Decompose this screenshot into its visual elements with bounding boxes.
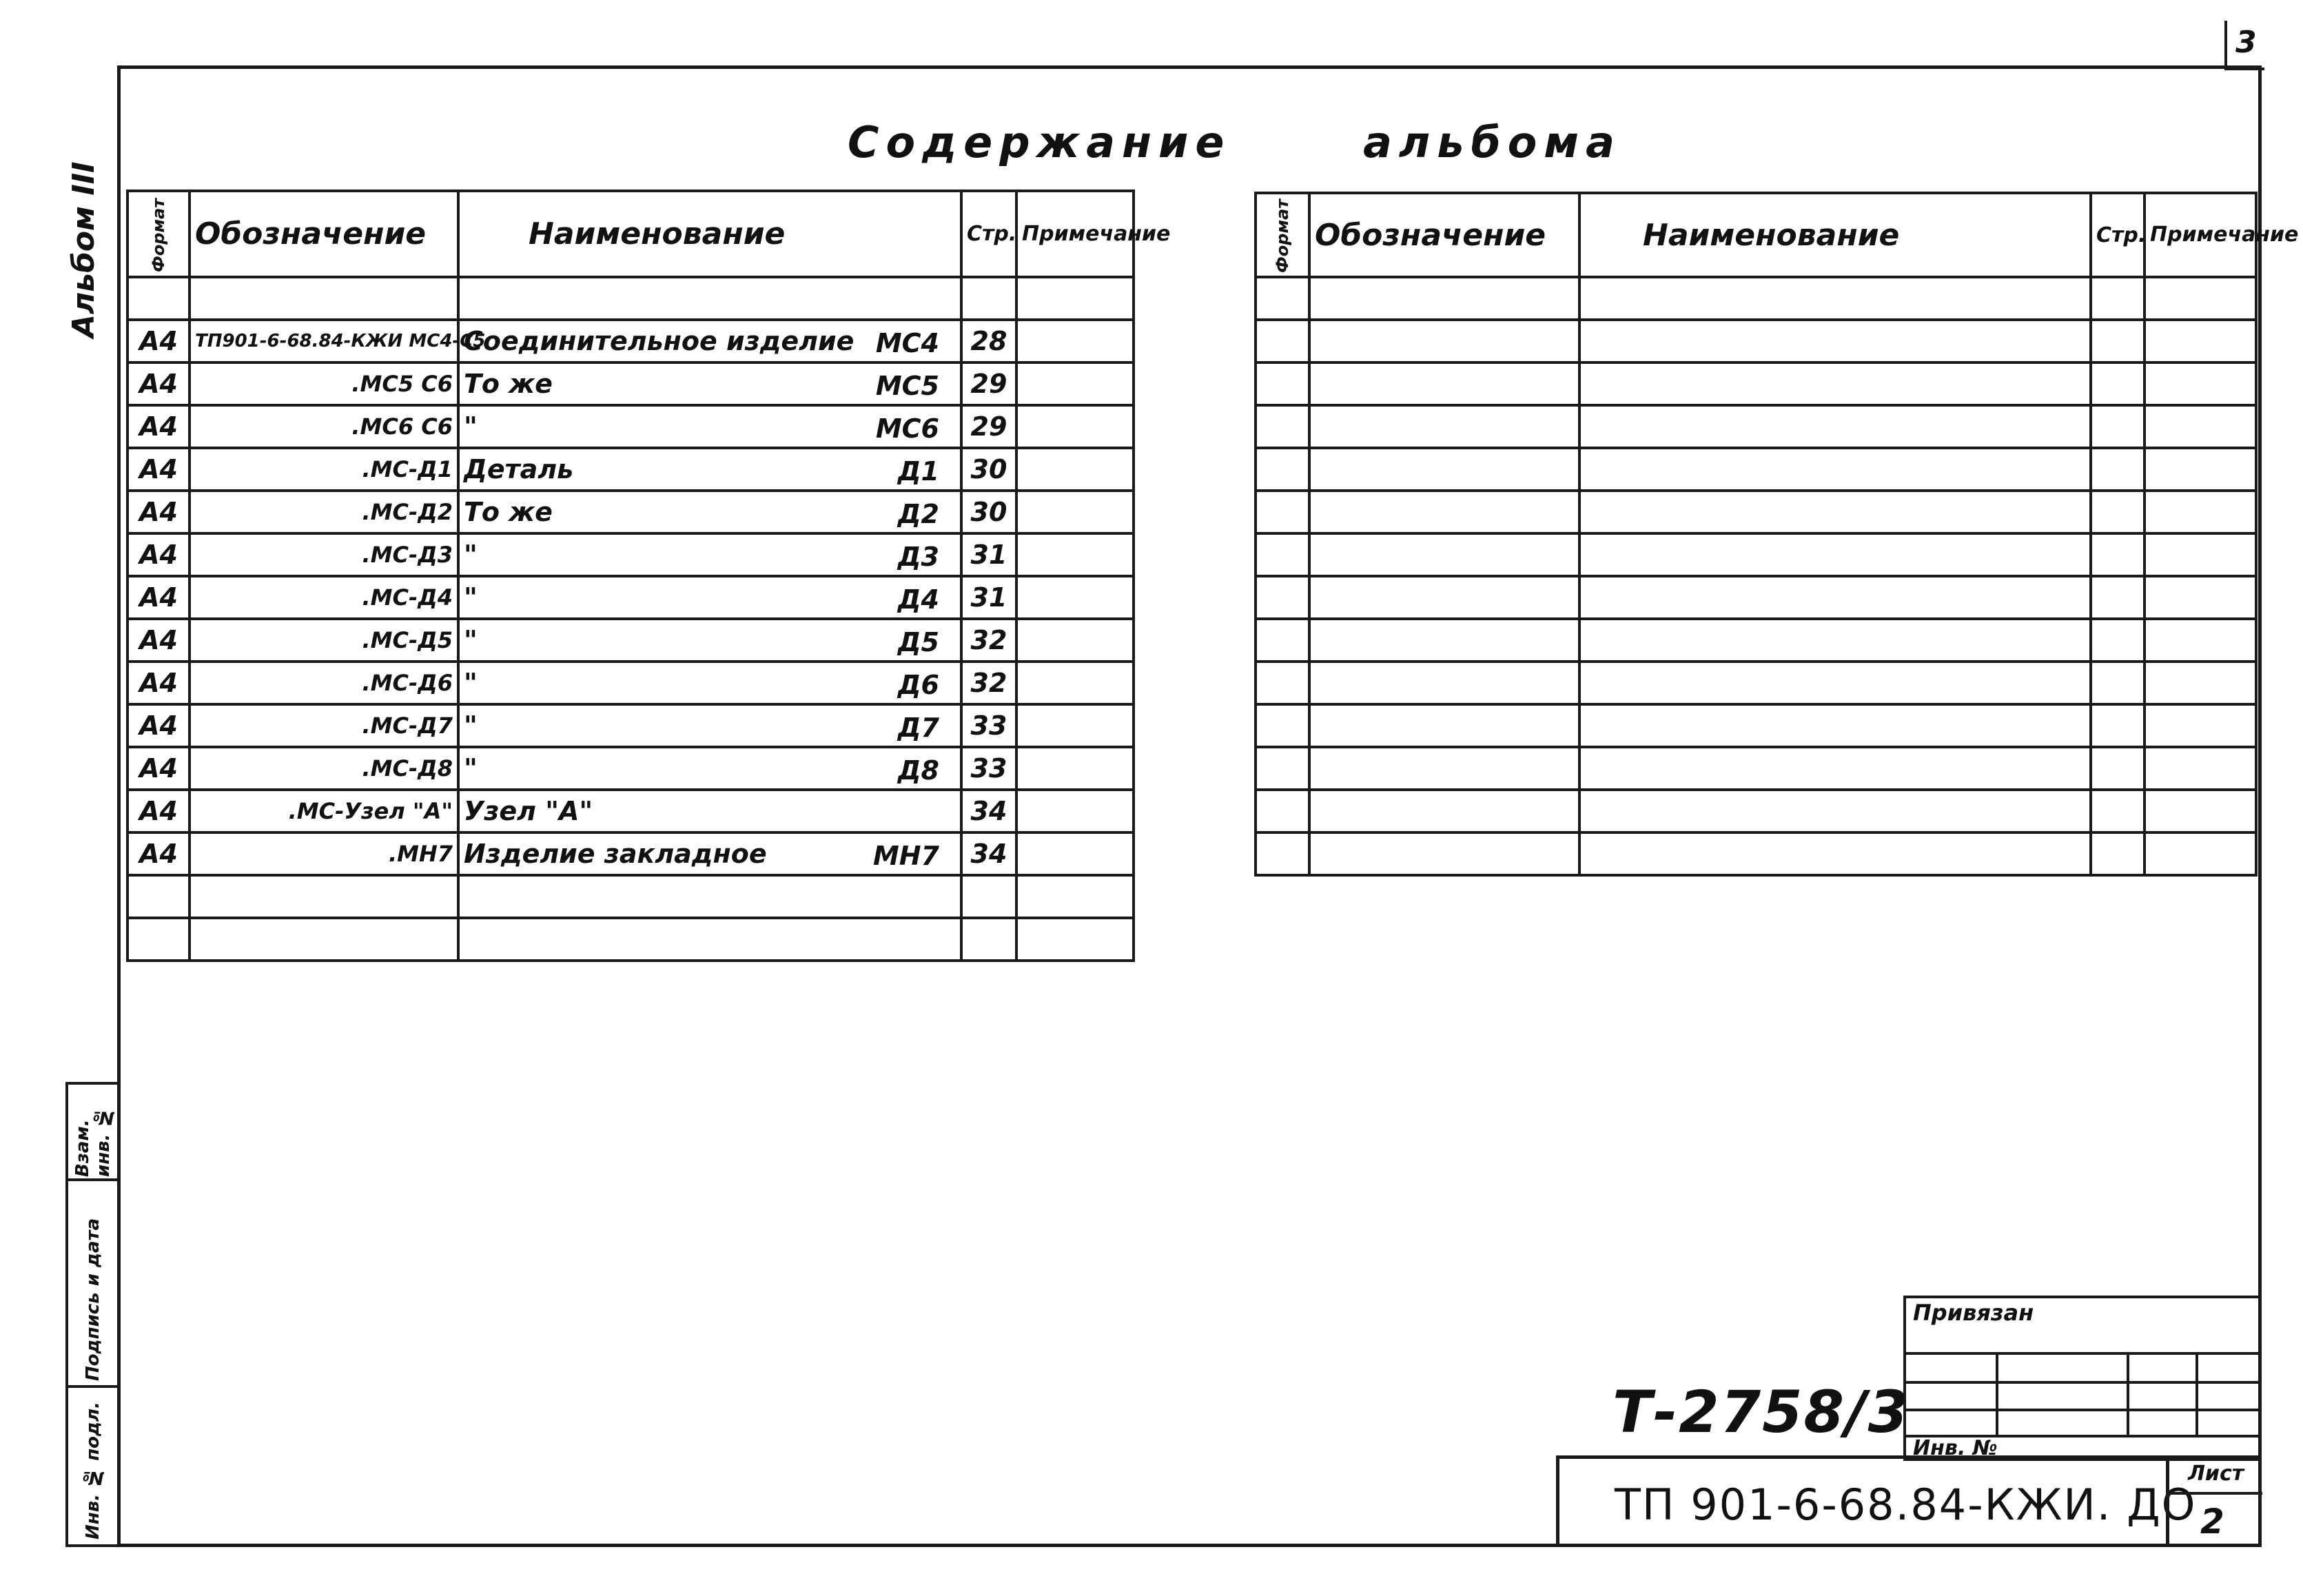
col-name-right: Наименование xyxy=(1579,193,2091,277)
page-cell: 30 xyxy=(961,491,1016,533)
table-row xyxy=(127,491,1134,533)
name-text: То же xyxy=(464,369,553,399)
name-text: То же xyxy=(464,497,553,527)
note-cell xyxy=(1016,576,1134,619)
note-cell xyxy=(1016,704,1134,747)
format-cell: А4 xyxy=(127,790,190,832)
table-row xyxy=(1256,533,2256,576)
col-designation-right: Обозначение xyxy=(1309,193,1579,277)
mark-text: Д4 xyxy=(897,584,939,615)
table-row xyxy=(1256,362,2256,405)
note-cell xyxy=(1016,320,1134,362)
mark-text: МН7 xyxy=(872,841,939,871)
mark-text: МС4 xyxy=(875,328,939,358)
mark-text: Д3 xyxy=(897,542,939,572)
name-cell xyxy=(458,533,961,576)
table-row xyxy=(1256,277,2256,320)
table-row xyxy=(127,362,1134,405)
designation-cell: .МС6 С6 xyxy=(190,405,458,448)
binding-label: Привязан xyxy=(1913,1300,2034,1326)
page-cell: 30 xyxy=(961,448,1016,491)
format-cell: А4 xyxy=(127,448,190,491)
name-cell xyxy=(458,576,961,619)
note-cell xyxy=(1016,533,1134,576)
note-cell xyxy=(1016,491,1134,533)
note-cell xyxy=(1016,362,1134,405)
format-cell: А4 xyxy=(127,491,190,533)
designation-cell: .МС-Д4 xyxy=(190,576,458,619)
name-text: " xyxy=(464,625,478,655)
name-cell xyxy=(458,362,961,405)
page-cell: 34 xyxy=(961,832,1016,875)
name-text: Деталь xyxy=(464,454,574,484)
name-text: Изделие закладное xyxy=(464,839,767,869)
name-cell xyxy=(458,491,961,533)
table-row xyxy=(1256,747,2256,790)
inv-label: Инв. № xyxy=(1913,1436,1998,1460)
contents-table-right xyxy=(1254,192,2299,877)
name-cell xyxy=(458,662,961,704)
page-cell: 33 xyxy=(961,704,1016,747)
mark-text: Д2 xyxy=(897,499,939,529)
table-row xyxy=(1256,448,2256,491)
table-row xyxy=(127,704,1134,747)
table-row xyxy=(127,320,1134,362)
note-cell xyxy=(1016,405,1134,448)
page-cell: 31 xyxy=(961,576,1016,619)
name-cell xyxy=(458,448,961,491)
sheet-label: Лист xyxy=(2188,1462,2244,1486)
designation-cell: ТП901-6-68.84-КЖИ МС4-С5 xyxy=(190,320,458,362)
sheet-number: 2 xyxy=(2200,1502,2224,1542)
table-row xyxy=(1256,491,2256,533)
name-cell xyxy=(458,405,961,448)
note-cell xyxy=(1016,448,1134,491)
name-cell xyxy=(458,619,961,662)
designation-cell: .МС-Д7 xyxy=(190,704,458,747)
name-text: " xyxy=(464,710,478,741)
format-cell: А4 xyxy=(127,662,190,704)
table-row xyxy=(127,576,1134,619)
album-caption: Альбом III xyxy=(66,161,101,338)
table-row xyxy=(1256,320,2256,362)
table-row xyxy=(127,875,1134,918)
mark-text: МС5 xyxy=(875,371,939,401)
side-stamp-cell: Инв. № подл. xyxy=(83,1402,103,1539)
name-cell xyxy=(458,832,961,875)
format-cell: А4 xyxy=(127,704,190,747)
designation-cell: .МС-Д3 xyxy=(190,533,458,576)
format-cell: А4 xyxy=(127,619,190,662)
name-text: Узел "А" xyxy=(464,796,593,826)
contents-table-left xyxy=(126,190,1171,962)
page-cell: 32 xyxy=(961,619,1016,662)
col-format: Формат xyxy=(127,191,190,277)
format-cell: А4 xyxy=(127,362,190,405)
table-row xyxy=(1256,405,2256,448)
side-stamp xyxy=(65,1082,121,1547)
title-block xyxy=(1556,1455,2262,1547)
note-cell xyxy=(1016,619,1134,662)
table-row xyxy=(127,619,1134,662)
side-stamp-cell: Взам. инв. № xyxy=(68,1085,118,1181)
col-designation: Обозначение xyxy=(190,191,458,277)
format-cell: А4 xyxy=(127,832,190,875)
format-cell: А4 xyxy=(127,405,190,448)
note-cell xyxy=(1016,662,1134,704)
page-cell: 29 xyxy=(961,405,1016,448)
document-code: ТП 901-6-68.84-КЖИ. ДО xyxy=(1615,1480,2197,1530)
table-row xyxy=(127,790,1134,832)
binding-stamp xyxy=(1903,1296,2262,1461)
note-cell xyxy=(1016,747,1134,790)
col-page: Стр. xyxy=(961,191,1016,277)
table-row xyxy=(127,533,1134,576)
col-format-right: Формат xyxy=(1256,193,1309,277)
format-cell: А4 xyxy=(127,747,190,790)
table-row xyxy=(1256,790,2256,832)
designation-cell: .МС-Д5 xyxy=(190,619,458,662)
name-cell xyxy=(458,747,961,790)
table-row xyxy=(127,405,1134,448)
title-word-1: Содержание xyxy=(848,117,1231,167)
note-cell xyxy=(1016,790,1134,832)
designation-cell: .МС5 С6 xyxy=(190,362,458,405)
format-cell: А4 xyxy=(127,576,190,619)
col-note-right: Примечание xyxy=(2145,193,2256,277)
table-row xyxy=(1256,576,2256,619)
page-cell: 31 xyxy=(961,533,1016,576)
name-text: " xyxy=(464,668,478,698)
page-cell: 34 xyxy=(961,790,1016,832)
designation-cell: .МС-Д1 xyxy=(190,448,458,491)
table-row xyxy=(1256,662,2256,704)
title-word-2: альбома xyxy=(1363,117,1621,167)
mark-text: Д8 xyxy=(897,755,939,786)
name-text: " xyxy=(464,540,478,570)
archive-number: Т-2758/3 xyxy=(1613,1378,1910,1446)
designation-cell: .МС-Д6 xyxy=(190,662,458,704)
side-stamp-cell: Подпись и дата xyxy=(68,1181,118,1388)
mark-text: Д7 xyxy=(897,713,939,743)
designation-cell: .МН7 xyxy=(190,832,458,875)
page-cell: 33 xyxy=(961,747,1016,790)
designation-cell: .МС-Д8 xyxy=(190,747,458,790)
mark-text: Д6 xyxy=(897,670,939,700)
col-name: Наименование xyxy=(458,191,961,277)
name-cell xyxy=(458,790,961,832)
page-title xyxy=(848,117,1621,167)
page-cell: 28 xyxy=(961,320,1016,362)
designation-cell: .МС-Д2 xyxy=(190,491,458,533)
table-row xyxy=(127,832,1134,875)
designation-cell: .МС-Узел "А" xyxy=(190,790,458,832)
name-cell xyxy=(458,320,961,362)
col-note: Примечание xyxy=(1016,191,1134,277)
table-row xyxy=(1256,832,2256,875)
table-row xyxy=(127,747,1134,790)
name-text: " xyxy=(464,753,478,784)
table-row xyxy=(127,448,1134,491)
col-page-right: Стр. xyxy=(2091,193,2145,277)
mark-text: Д5 xyxy=(897,627,939,657)
name-cell xyxy=(458,704,961,747)
format-cell: А4 xyxy=(127,320,190,362)
table-row xyxy=(1256,619,2256,662)
format-cell: А4 xyxy=(127,533,190,576)
page-cell: 32 xyxy=(961,662,1016,704)
table-row xyxy=(127,662,1134,704)
page-cell: 29 xyxy=(961,362,1016,405)
table-row xyxy=(1256,704,2256,747)
corner-number: 3 xyxy=(2235,25,2257,60)
note-cell xyxy=(1016,832,1134,875)
mark-text: Д1 xyxy=(897,456,939,487)
name-text: " xyxy=(464,582,478,613)
table-row xyxy=(127,918,1134,961)
name-text: Соединительное изделие xyxy=(464,326,854,356)
name-text: " xyxy=(464,411,478,442)
corner-number-box xyxy=(2224,21,2264,70)
mark-text: МС6 xyxy=(875,413,939,444)
